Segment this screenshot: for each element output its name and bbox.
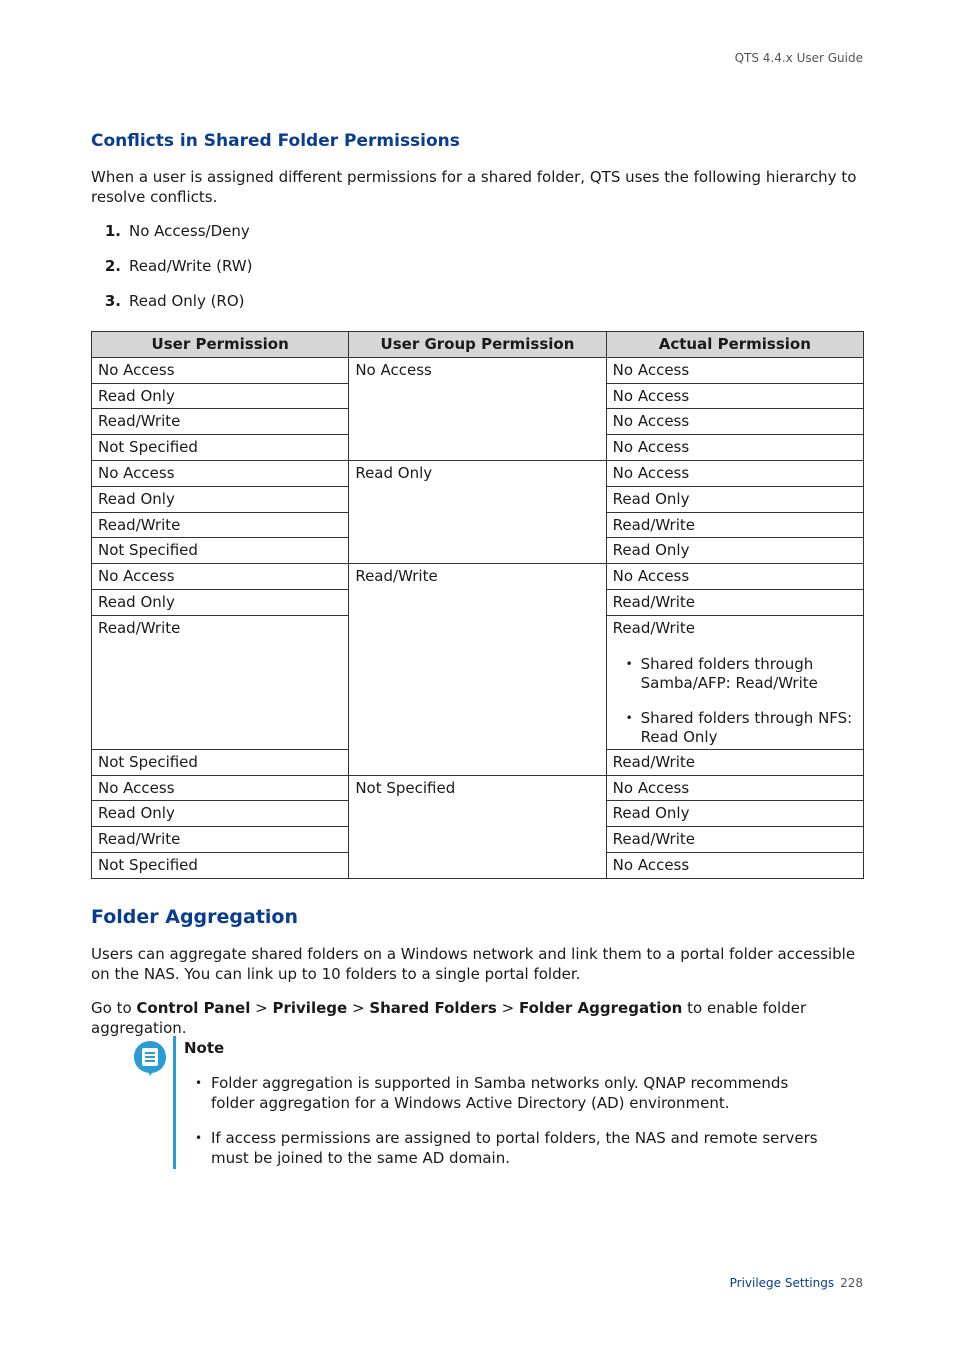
section-title-conflicts: Conflicts in Shared Folder Permissions bbox=[91, 131, 460, 151]
footer-section: Privilege Settings bbox=[729, 1276, 835, 1290]
actual-permission-cell: No Access bbox=[606, 409, 863, 435]
actual-permission-cell: No Access bbox=[606, 564, 863, 590]
list-item: • If access permissions are assigned to portal folders, the NAS and remote servers must be joined to the same AD domain. bbox=[184, 1129, 824, 1168]
actual-permission-cell: Read/Write bbox=[606, 827, 863, 853]
actual-permission-cell: Read Only bbox=[606, 486, 863, 512]
user-permission-cell: Read/Write bbox=[92, 827, 349, 853]
actual-permission-value: Read/Write bbox=[612, 618, 696, 637]
user-permission-cell: No Access bbox=[92, 357, 349, 383]
actual-permission-cell: No Access bbox=[606, 775, 863, 801]
actual-permission-cell: No Access bbox=[606, 383, 863, 409]
user-permission-cell: No Access bbox=[92, 564, 349, 590]
list-item: • Shared folders through Samba/AFP: Read/Write bbox=[613, 655, 857, 694]
user-permission-cell: Read Only bbox=[92, 801, 349, 827]
path-shared-folders: Shared Folders bbox=[369, 999, 497, 1017]
actual-permission-cell: No Access bbox=[606, 357, 863, 383]
path-folder-aggregation: Folder Aggregation bbox=[518, 999, 683, 1017]
list-item: 1. No Access/Deny bbox=[104, 222, 250, 240]
user-permission-cell: Not Specified bbox=[92, 749, 349, 775]
group-permission-cell: Not Specified bbox=[349, 775, 606, 878]
table-row bbox=[92, 460, 864, 486]
permission-table bbox=[91, 331, 864, 879]
actual-permission-cell bbox=[606, 615, 863, 749]
actual-permission-cell: Read Only bbox=[606, 538, 863, 564]
group-permission-cell: Read/Write bbox=[349, 564, 606, 775]
note-icon bbox=[133, 1040, 167, 1076]
user-permission-cell: Read/Write bbox=[92, 615, 349, 749]
path-privilege: Privilege bbox=[272, 999, 348, 1017]
actual-permission-cell: Read/Write bbox=[606, 512, 863, 538]
list-item: 2. Read/Write (RW) bbox=[104, 257, 253, 275]
actual-permission-cell: Read/Write bbox=[606, 589, 863, 615]
table-header-row bbox=[92, 332, 864, 358]
user-permission-cell: Read Only bbox=[92, 486, 349, 512]
user-permission-cell: Read Only bbox=[92, 589, 349, 615]
note-accent-bar bbox=[173, 1036, 176, 1169]
page-number: 228 bbox=[840, 1276, 863, 1290]
table-row bbox=[92, 564, 864, 590]
hierarchy-list bbox=[91, 222, 252, 327]
user-permission-cell: Not Specified bbox=[92, 435, 349, 461]
group-permission-cell: Read Only bbox=[349, 460, 606, 563]
group-permission-cell: No Access bbox=[349, 357, 606, 460]
list-item: • Shared folders through NFS: Read Only bbox=[613, 709, 857, 748]
table-row bbox=[92, 775, 864, 801]
navigation-path: Go to Control Panel > Privilege > Shared Folders > Folder Aggregation to enable folder aggregation. bbox=[91, 999, 807, 1037]
actual-permission-details bbox=[613, 655, 857, 748]
section-title-aggregation: Folder Aggregation bbox=[91, 906, 299, 928]
actual-permission-cell: No Access bbox=[606, 852, 863, 878]
column-header: User Group Permission bbox=[349, 332, 606, 358]
list-item: 3. Read Only (RO) bbox=[104, 292, 245, 310]
actual-permission-cell: Read Only bbox=[606, 801, 863, 827]
list-item: • Folder aggregation is supported in Samba networks only. QNAP recommends folder aggregation for a Windows Active Directory (AD) environment. bbox=[184, 1074, 824, 1113]
user-permission-cell: Read Only bbox=[92, 383, 349, 409]
user-permission-cell: Not Specified bbox=[92, 538, 349, 564]
user-permission-cell: No Access bbox=[92, 460, 349, 486]
note-box bbox=[133, 1036, 833, 1169]
column-header: User Permission bbox=[92, 332, 349, 358]
column-header: Actual Permission bbox=[606, 332, 863, 358]
page-footer bbox=[730, 1276, 863, 1290]
user-permission-cell: Not Specified bbox=[92, 852, 349, 878]
note-title: Note bbox=[184, 1039, 225, 1057]
note-list bbox=[184, 1074, 824, 1184]
table-row bbox=[92, 357, 864, 383]
aggregation-intro: Users can aggregate shared folders on a Windows network and link them to a portal folder accessible on the NAS. You can link up to 10 folders to a single portal folder. bbox=[91, 945, 856, 983]
path-control-panel: Control Panel bbox=[136, 999, 251, 1017]
user-permission-cell: Read/Write bbox=[92, 512, 349, 538]
user-permission-cell: Read/Write bbox=[92, 409, 349, 435]
actual-permission-cell: Read/Write bbox=[606, 749, 863, 775]
actual-permission-cell: No Access bbox=[606, 460, 863, 486]
actual-permission-cell: No Access bbox=[606, 435, 863, 461]
user-permission-cell: No Access bbox=[92, 775, 349, 801]
page-header: QTS 4.4.x User Guide bbox=[734, 51, 863, 65]
conflicts-intro: When a user is assigned different permissions for a shared folder, QTS uses the following hierarchy to resolve conflicts. bbox=[91, 168, 857, 206]
